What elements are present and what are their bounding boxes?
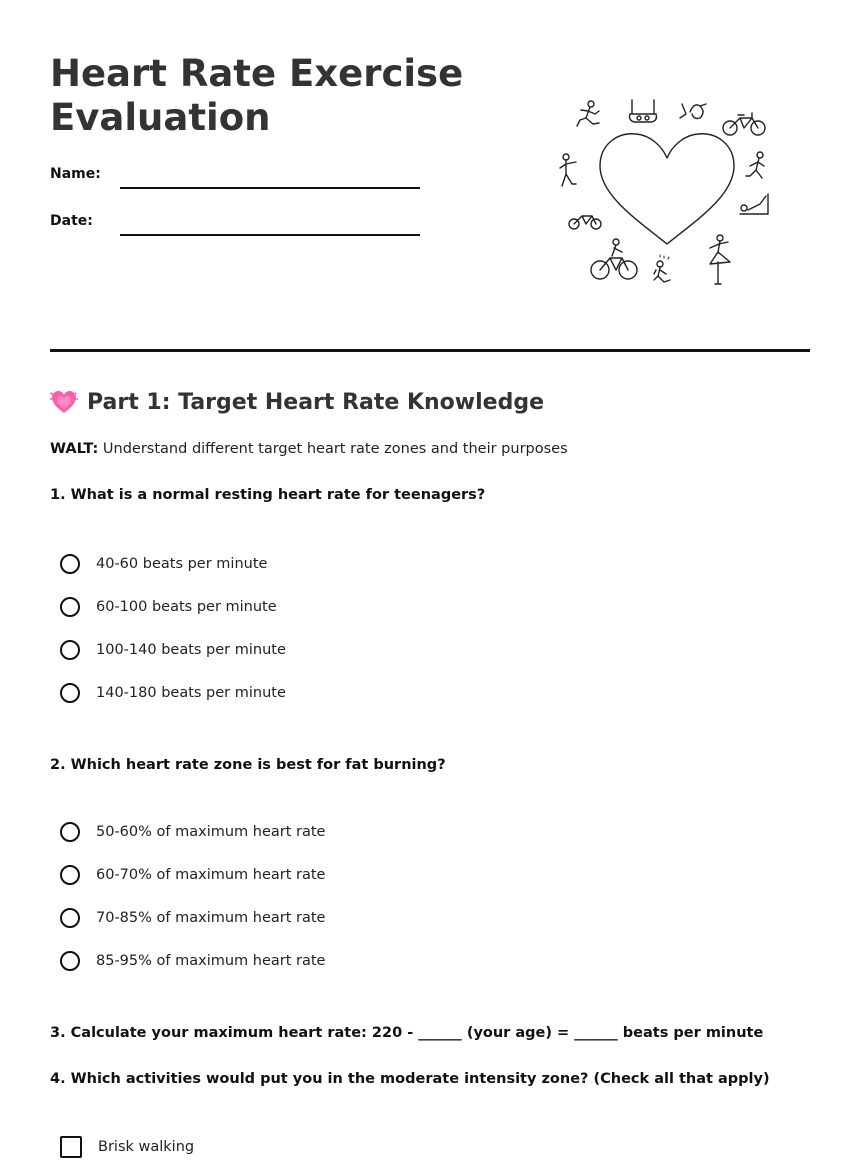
option-label: 60-100 beats per minute (96, 599, 277, 615)
name-label: Name: (50, 166, 101, 182)
dancer-icon (710, 235, 730, 284)
q4-option-1[interactable] (60, 1136, 194, 1158)
q1-option-4[interactable] (60, 683, 286, 703)
question-2: 2. Which heart rate zone is best for fat burning? (50, 757, 446, 773)
jump-rope-icon (680, 104, 706, 119)
radio-button[interactable] (60, 640, 80, 660)
q1-option-2[interactable] (60, 597, 277, 617)
jogger-icon (746, 152, 764, 178)
q2-option-3[interactable] (60, 908, 325, 928)
walt-statement (50, 441, 568, 457)
stretching-figure-icon (560, 154, 576, 186)
q1-option-3[interactable] (60, 640, 286, 660)
heart-exercise-illustration (552, 92, 782, 292)
q2-option-2[interactable] (60, 865, 325, 885)
date-label: Date: (50, 213, 93, 229)
radio-button[interactable] (60, 865, 80, 885)
question-3: 3. Calculate your maximum heart rate: 220 - ______ (your age) = ______ beats per minute (50, 1025, 764, 1041)
option-label: 100-140 beats per minute (96, 642, 286, 658)
q2-option-4[interactable] (60, 951, 325, 971)
checkbox[interactable] (60, 1136, 82, 1158)
worksheet-title: Heart Rate Exercise Evaluation (50, 52, 464, 139)
cyclist-icon (591, 239, 637, 279)
radio-button[interactable] (60, 822, 80, 842)
option-label: 50-60% of maximum heart rate (96, 824, 326, 840)
radio-button[interactable] (60, 951, 80, 971)
crawling-baby-icon (654, 255, 670, 282)
option-label: 40-60 beats per minute (96, 556, 268, 572)
part1-heading (50, 388, 544, 416)
runner-icon (577, 101, 599, 126)
section-divider (50, 349, 810, 352)
bicycle-icon (723, 113, 765, 135)
q2-option-1[interactable] (60, 822, 325, 842)
radio-button[interactable] (60, 597, 80, 617)
radio-button[interactable] (60, 683, 80, 703)
part1-heading-text: Part 1: Target Heart Rate Knowledge (87, 389, 544, 415)
option-label: 70-85% of maximum heart rate (96, 910, 326, 926)
radio-button[interactable] (60, 554, 80, 574)
q1-option-1[interactable] (60, 554, 267, 574)
option-label: 60-70% of maximum heart rate (96, 867, 326, 883)
date-field[interactable] (120, 234, 420, 236)
small-bicycle-icon (569, 216, 601, 229)
option-label: 85-95% of maximum heart rate (96, 953, 326, 969)
radio-button[interactable] (60, 908, 80, 928)
question-1: 1. What is a normal resting heart rate for teenagers? (50, 487, 486, 503)
beating-heart-icon (50, 388, 78, 416)
name-field[interactable] (120, 187, 420, 189)
walt-label: WALT: (50, 441, 99, 457)
heart-outline-icon (600, 134, 734, 244)
walt-text: Understand different target heart rate zones and their purposes (98, 441, 568, 457)
question-4: 4. Which activities would put you in the moderate intensity zone? (Check all that apply) (50, 1071, 770, 1087)
yoga-pose-icon (740, 194, 768, 214)
treadmill-icon (630, 100, 657, 122)
option-label: Brisk walking (98, 1139, 195, 1155)
option-label: 140-180 beats per minute (96, 685, 286, 701)
